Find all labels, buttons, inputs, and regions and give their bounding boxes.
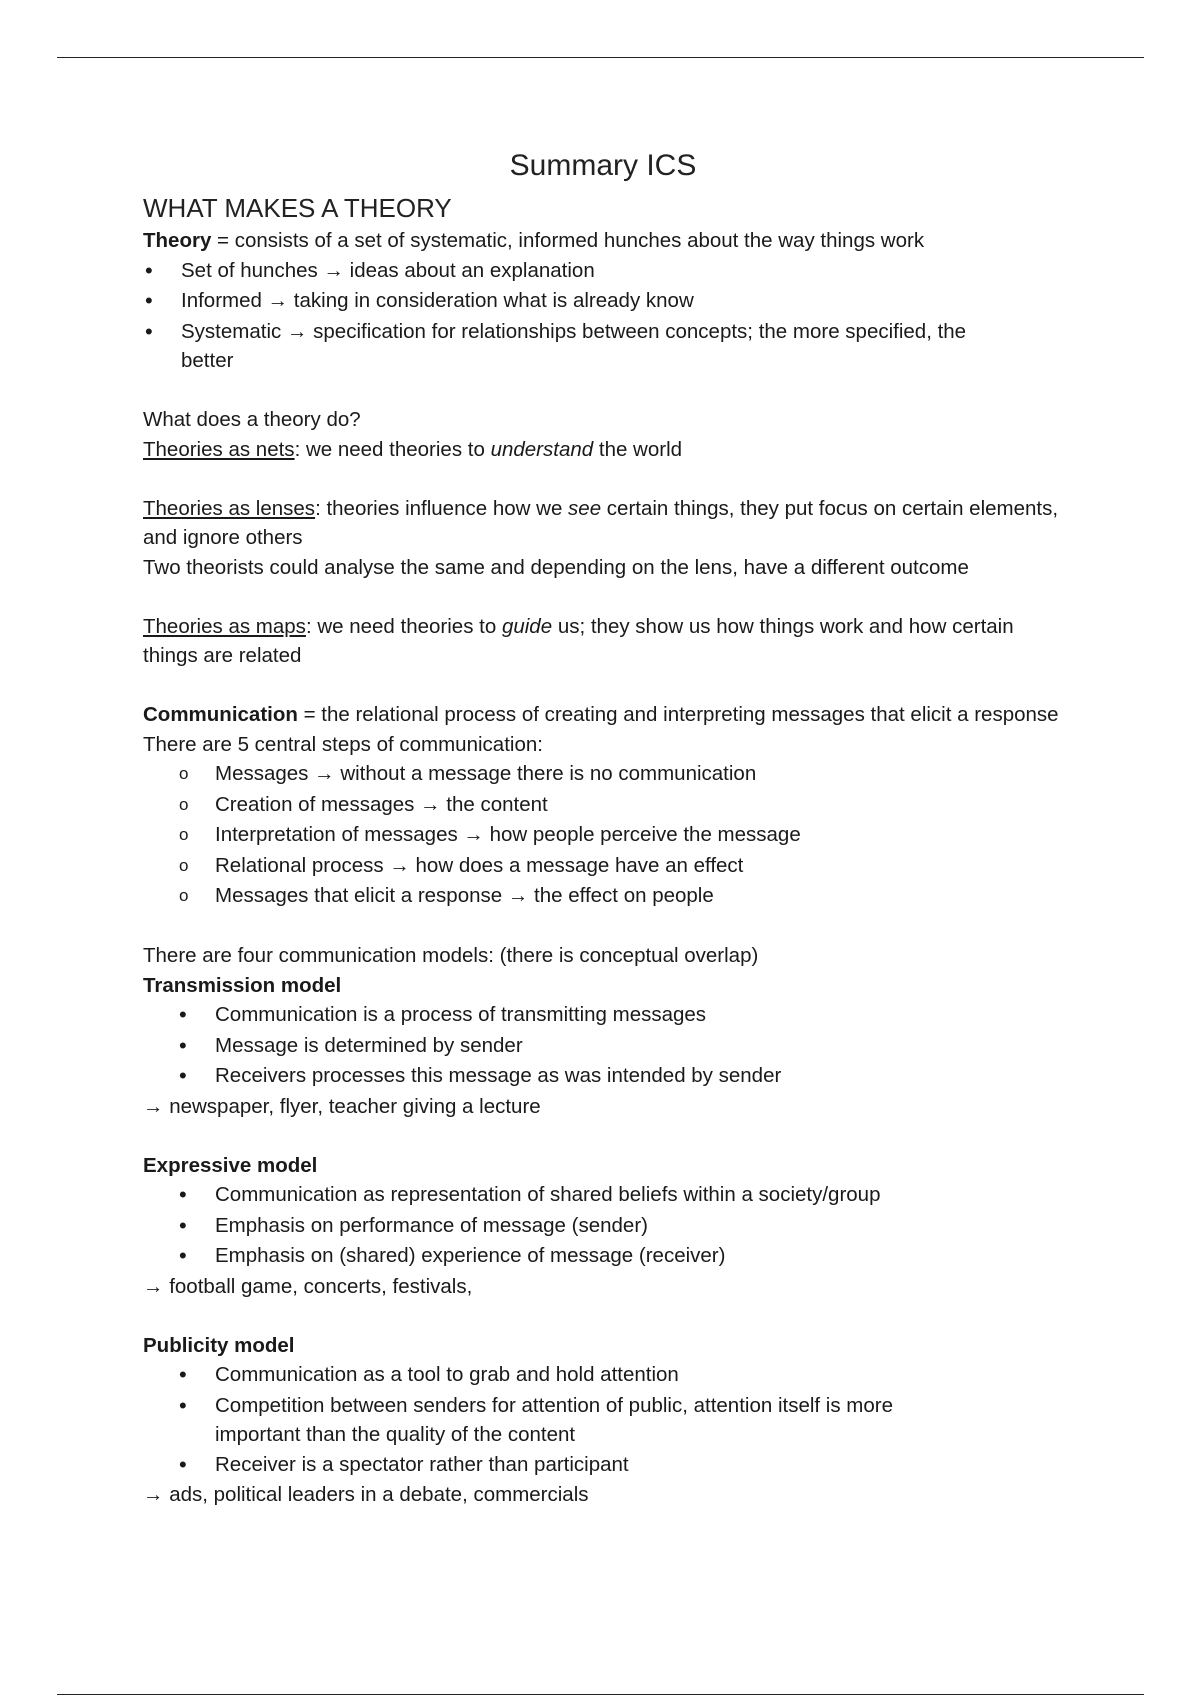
nets-label: Theories as nets [143, 437, 295, 461]
list-item-text: Creation of messages → the content [215, 792, 548, 816]
footer-rule [57, 1694, 1144, 1695]
maps-label: Theories as maps [143, 614, 306, 638]
maps-line [143, 612, 1063, 671]
circle-bullet-icon [179, 759, 215, 790]
list-item-text: Communication as representation of shared beliefs within a society/group [215, 1183, 881, 1206]
list-item [143, 1000, 1063, 1031]
circle-bullet-icon [179, 790, 215, 821]
list-item [143, 1180, 1063, 1211]
theory-definition [143, 226, 1063, 256]
bullet-icon [179, 1391, 215, 1450]
lenses-text: : theories influence how we [315, 496, 569, 520]
theory-def-text: = consists of a set of systematic, informed hunches about the way things work [211, 229, 925, 252]
communication-definition [143, 700, 1063, 730]
document-title: Summary ICS [509, 149, 697, 182]
list-item [143, 851, 1063, 882]
lenses-extra: Two theorists could analyse the same and depending on the lens, have a different outcome [143, 555, 969, 579]
list-item [143, 256, 1063, 287]
list-item [143, 1450, 1063, 1481]
list-item-text: Messages → without a message there is no communication [215, 762, 757, 785]
list-item-text: Receiver is a spectator rather than participant [215, 1452, 629, 1476]
model-title-text: Publicity model [143, 1333, 295, 1357]
maps-emphasis: guide [501, 614, 553, 638]
list-item-text: Interpretation of messages → how people perceive the message [215, 823, 801, 846]
bullet-icon [179, 1031, 215, 1062]
header-rule [57, 57, 1144, 58]
list-item-text: Communication is a process of transmitting messages [215, 1003, 707, 1026]
list-item-text: Systematic → specification for relationships between concepts; the more specified, the better [181, 319, 967, 372]
list-item [143, 790, 1063, 821]
bullet-icon [179, 1360, 215, 1391]
model-example: → ads, political leaders in a debate, commercials [143, 1483, 589, 1506]
communication-term: Communication [143, 703, 298, 726]
theory-term: Theory [143, 229, 212, 252]
circle-bullet-icon [179, 851, 215, 882]
list-item [143, 286, 1063, 317]
model-example: → football game, concerts, festivals, [143, 1274, 473, 1298]
section-heading: WHAT MAKES A THEORY [143, 193, 452, 223]
list-item-text: Communication as a tool to grab and hold attention [215, 1363, 679, 1386]
nets-emphasis: understand [490, 437, 594, 461]
list-item [143, 1241, 1063, 1272]
lenses-line [143, 494, 1063, 553]
list-item [143, 1061, 1063, 1092]
list-item [143, 1211, 1063, 1242]
circle-bullet-icon [179, 820, 215, 851]
bullet-icon [179, 1211, 215, 1242]
nets-text-end: the world [593, 437, 683, 461]
steps-intro: There are 5 central steps of communication: [143, 732, 543, 756]
bullet-icon [179, 1180, 215, 1211]
lenses-label: Theories as lenses [143, 496, 316, 520]
bullet-icon [179, 1061, 215, 1092]
model-title [143, 1331, 1063, 1361]
maps-text-end: us; they show us how things work and how certain things are related [143, 614, 1014, 667]
model-example: → newspaper, flyer, teacher giving a lecture [143, 1094, 541, 1118]
nets-text: : we need theories to [294, 437, 491, 461]
list-item [143, 759, 1063, 790]
list-item [143, 317, 1063, 376]
list-item-text: Set of hunches → ideas about an explanation [181, 258, 595, 282]
maps-text: : we need theories to [305, 614, 502, 638]
list-item-text: Receivers processes this message as was intended by sender [215, 1064, 782, 1087]
model-title [143, 1151, 1063, 1181]
communication-def-text: = the relational process of creating and interpreting messages that elicit a response [297, 703, 1059, 726]
bullet-icon [179, 1000, 215, 1031]
bullet-icon [143, 256, 181, 287]
nets-line [143, 435, 1063, 465]
model-title [143, 971, 1063, 1001]
bullet-icon [179, 1450, 215, 1481]
lenses-emphasis: see [568, 496, 602, 520]
bullet-icon [143, 286, 181, 317]
list-item [143, 1360, 1063, 1391]
list-item-text: Messages that elicit a response → the effect on people [215, 884, 714, 907]
model-title-text: Transmission model [143, 973, 342, 997]
bullet-icon [179, 1241, 215, 1272]
list-item [143, 1031, 1063, 1062]
document-body [143, 226, 1063, 1510]
list-item [143, 820, 1063, 851]
bullet-icon [143, 317, 181, 376]
model-title-text: Expressive model [143, 1153, 318, 1177]
list-item-text: Competition between senders for attention of public, attention itself is more important than the quality of the content [215, 1393, 894, 1446]
list-item [143, 881, 1063, 912]
circle-bullet-icon [179, 881, 215, 912]
lenses-text-end: certain things, they put focus on certain elements, and ignore others [143, 496, 1059, 549]
list-item-text: Emphasis on (shared) experience of message (receiver) [215, 1244, 726, 1267]
question-line: What does a theory do? [143, 408, 361, 431]
list-item-text: Emphasis on performance of message (sender) [215, 1213, 648, 1237]
list-item-text: Message is determined by sender [215, 1033, 523, 1057]
models-intro: There are four communication models: (there is conceptual overlap) [143, 944, 759, 967]
list-item-text: Informed → taking in consideration what is already know [181, 289, 694, 312]
list-item-text: Relational process → how does a message have an effect [215, 853, 744, 877]
list-item [143, 1391, 1063, 1450]
